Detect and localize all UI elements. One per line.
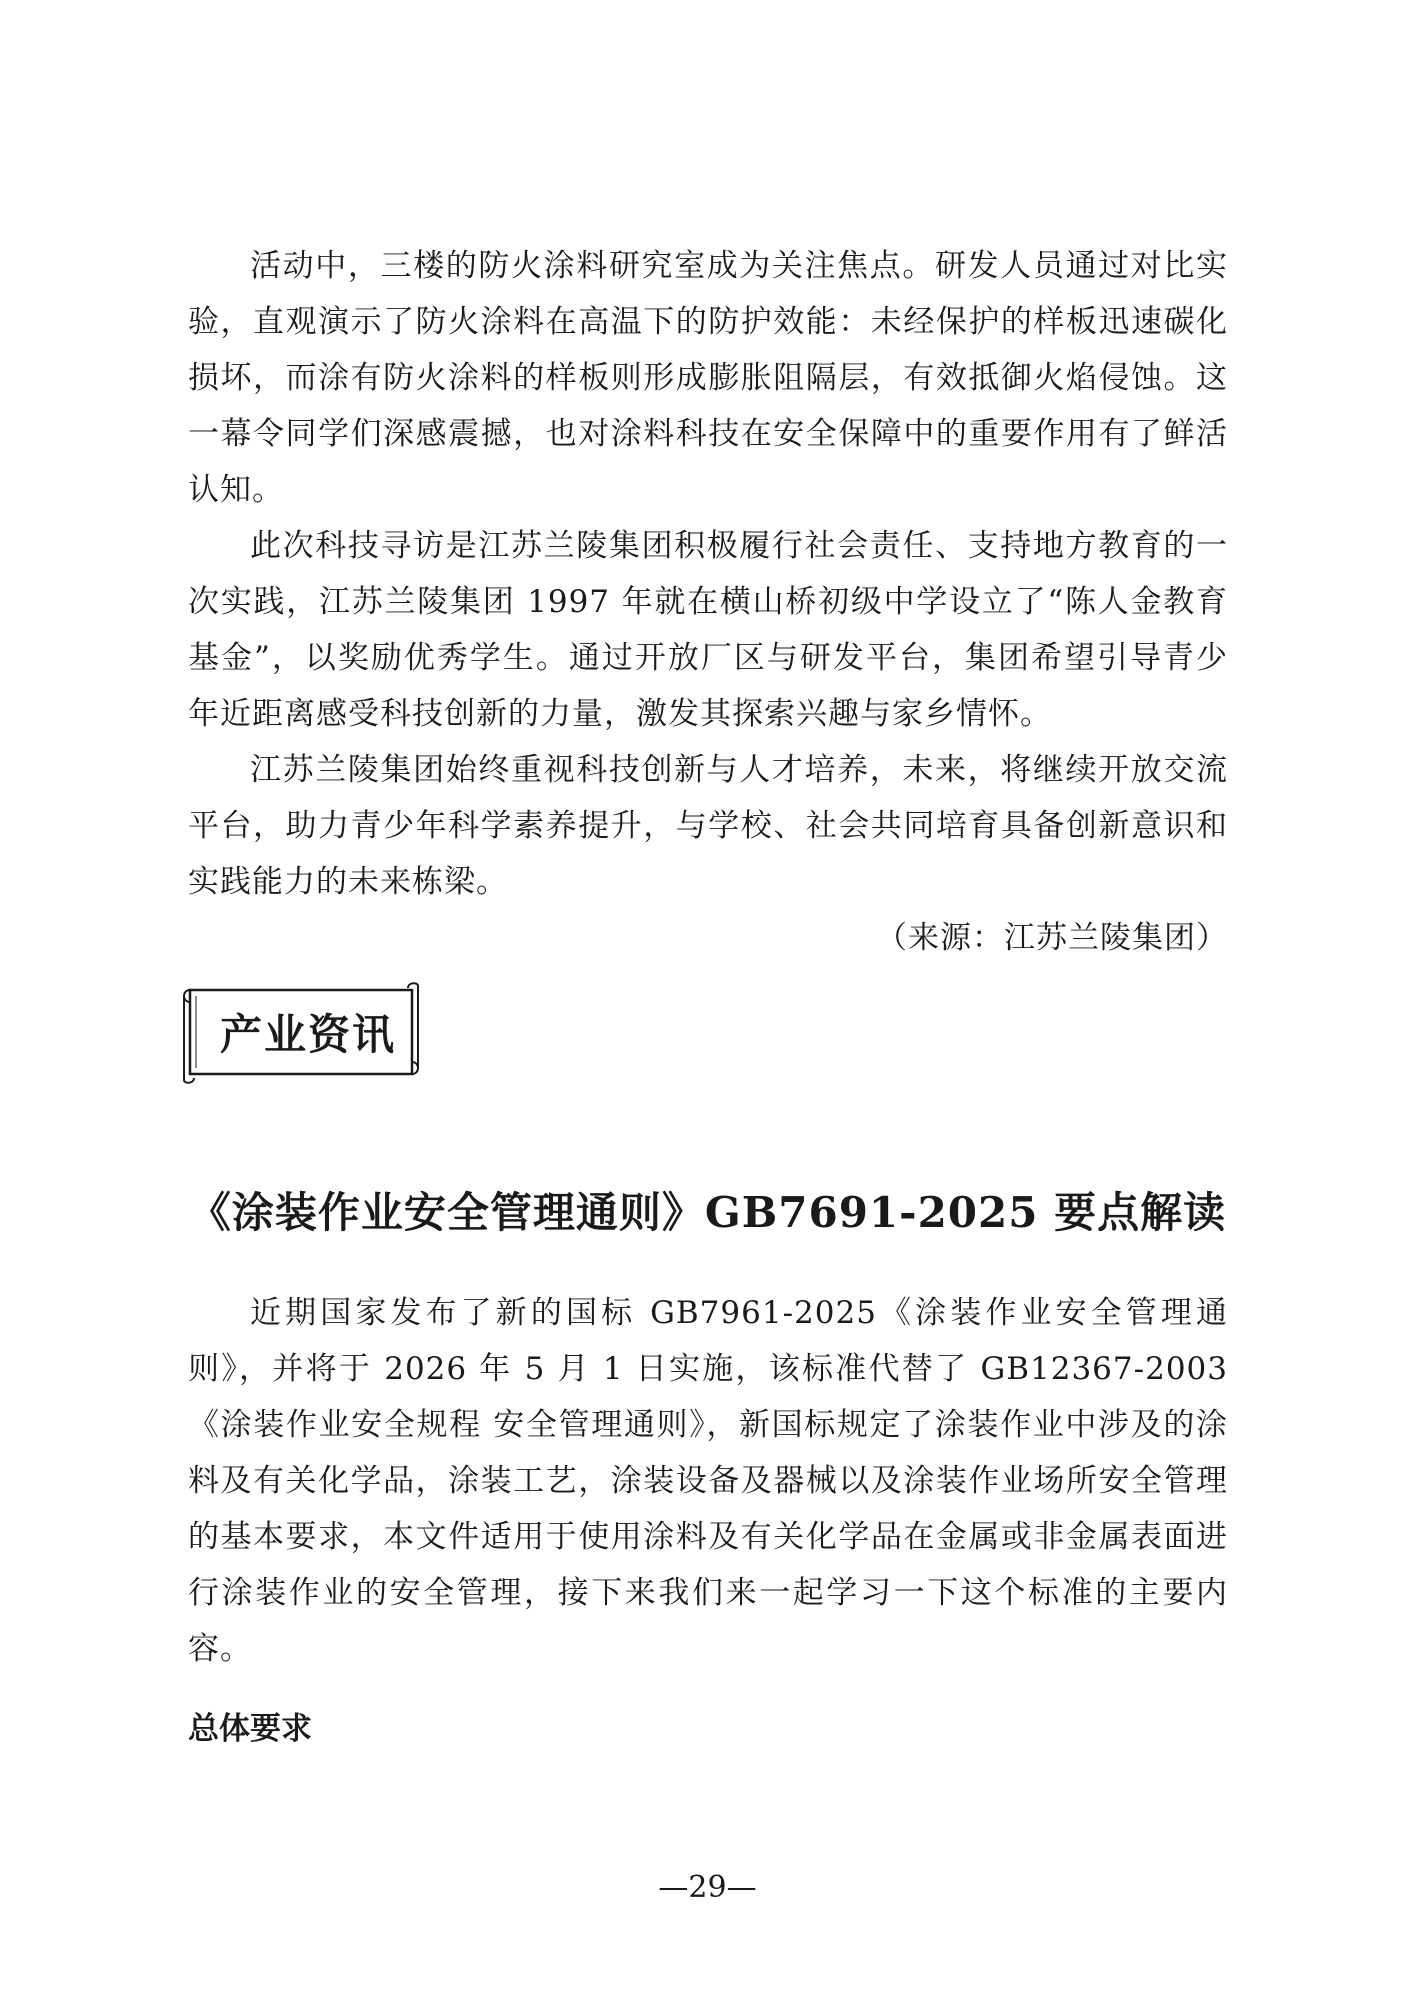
page-number: —29—: [658, 1870, 757, 1905]
paragraph-fireproof-lab: 活动中，三楼的防火涂料研究室成为关注焦点。研发人员通过对比实验，直观演示了防火涂料在高温下的防护效能：未经保护的样板迅速碳化损坏，而涂有防火涂料的样板则形成膨胀阻隔层，有效抵御火焰侵蚀。这一幕令同学们深感震撼，也对涂料科技在安全保障中的重要作用有了鲜活认知。: [188, 248, 1228, 508]
section-banner: [180, 982, 425, 1084]
intro-text-block: [188, 238, 1228, 966]
paragraph-social-responsibility: 此次科技寻访是江苏兰陵集团积极履行社会责任、支持地方教育的一次实践，江苏兰陵集团 1997 年就在横山桥初级中学设立了“陈人金教育基金”，以奖励优秀学生。通过开放厂区与研发平台，集团希望引导青少年近距离感受科技创新的力量，激发其探索兴趣与家乡情怀。: [188, 528, 1228, 732]
banner-label: 产业资讯: [220, 1010, 397, 1059]
paragraph-future-outlook: [188, 742, 1228, 966]
source-note: （来源：江苏兰陵集团）: [876, 920, 1228, 956]
paragraph-future-outlook-text: 江苏兰陵集团始终重视科技创新与人才培养，未来，将继续开放交流平台，助力青少年科学素养提升，与学校、社会共同培育具备创新意识和实践能力的未来栋梁。: [188, 752, 1228, 900]
article-body: [188, 1285, 1228, 1677]
section-heading: 总体要求: [188, 1711, 312, 1747]
paragraph-standard-intro: 近期国家发布了新的国标 GB7961-2025《涂装作业安全管理通则》，并将于 2026 年 5 月 1 日实施，该标准代替了 GB12367-2003《涂装作业安全规程 安全管理通则》，新国标规定了涂装作业中涉及的涂料及有关化学品，涂装工艺，涂装设备及器械以及涂装作业场所安全管理的基本要求，本文件适用于使用涂料及有关化学品在金属或非金属表面进行涂装作业的安全管理，接下来我们来一起学习一下这个标准的主要内容。: [188, 1295, 1228, 1667]
article-title: 《涂装作业安全管理通则》GB7691-2025 要点解读: [188, 1188, 1227, 1237]
